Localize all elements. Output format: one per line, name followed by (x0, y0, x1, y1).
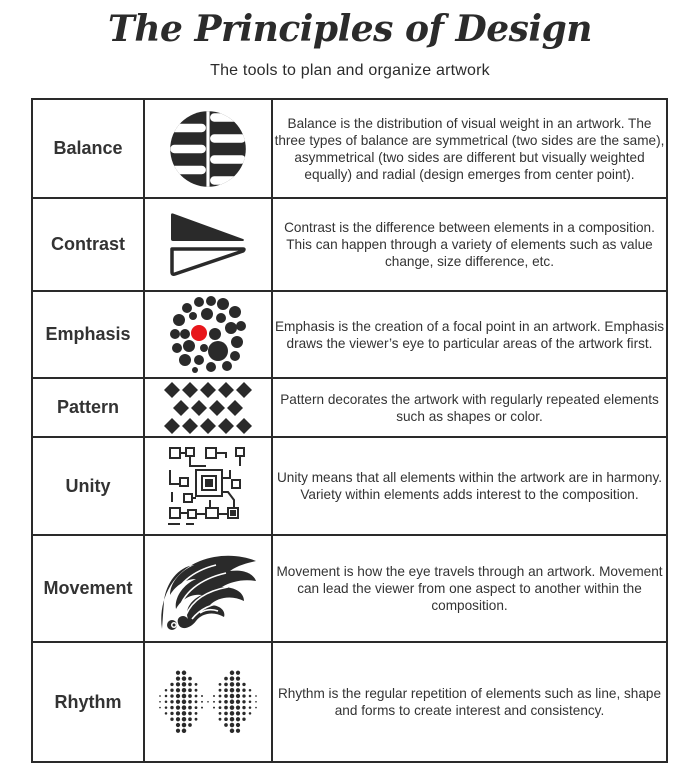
pattern-diamond (191, 400, 207, 416)
rhythm-dot (219, 700, 222, 703)
pattern-diamond (200, 382, 216, 398)
rhythm-dot (219, 706, 222, 709)
rhythm-dot (176, 705, 180, 709)
principle-description: Emphasis is the creation of a focal point in an artwork. Emphasis draws the viewer’s eye to particular areas of the artwork first. (272, 291, 667, 378)
rhythm-dot (188, 694, 192, 698)
principle-description: Pattern decorates the artwork with regularly repeated elements such as shapes or color. (272, 378, 667, 437)
rhythm-dot (195, 712, 198, 715)
rhythm-dot (182, 671, 187, 676)
rhythm-dot (224, 694, 228, 698)
principles-table (31, 98, 668, 763)
rhythm-dot (165, 695, 168, 698)
rhythm-dot (230, 717, 235, 722)
rhythm-dot (176, 723, 180, 727)
rhythm-dot (236, 694, 240, 698)
rhythm-dot (242, 718, 245, 721)
principle-name: Movement (32, 535, 144, 642)
rhythm-dot (224, 677, 228, 681)
rhythm-dot (224, 706, 228, 710)
rhythm-dot (242, 694, 245, 697)
rhythm-dot (236, 729, 240, 733)
rhythm-dot (224, 717, 228, 721)
rhythm-dot (236, 723, 240, 727)
pattern-diamond (164, 418, 180, 434)
rhythm-dot (182, 682, 187, 687)
rhythm-dot (230, 682, 235, 687)
rhythm-dot (159, 695, 161, 697)
rhythm-dot (182, 717, 187, 722)
principle-name: Unity (32, 437, 144, 535)
rhythm-dot (236, 711, 240, 715)
principle-name: Balance (32, 99, 144, 198)
rhythm-dot (170, 706, 173, 709)
rhythm-dot (195, 706, 198, 709)
table-row (32, 642, 667, 762)
emphasis-icon (167, 294, 249, 376)
pattern-icon (162, 381, 254, 435)
balance-icon (166, 107, 250, 191)
rhythm-dot (201, 695, 203, 697)
rhythm-dot (213, 707, 215, 709)
pattern-diamond (173, 400, 189, 416)
rhythm-dot (230, 676, 235, 681)
rhythm-dot (230, 729, 235, 734)
table-row (32, 437, 667, 535)
unity-icon (166, 444, 250, 528)
rhythm-dot (176, 717, 180, 721)
rhythm-dot (176, 694, 180, 698)
rhythm-dot (182, 694, 187, 699)
rhythm-dot (236, 717, 240, 721)
rhythm-dot (230, 688, 235, 693)
rhythm-dot (230, 723, 235, 728)
rhythm-dot (224, 683, 228, 687)
rhythm-dot (170, 683, 173, 686)
pattern-diamond (182, 382, 198, 398)
rhythm-dot (236, 700, 240, 704)
rhythm-dot (219, 712, 222, 715)
rhythm-dot (182, 705, 187, 710)
page-title: The Principles of Design (108, 8, 592, 50)
rhythm-dot (249, 701, 252, 704)
rhythm-dot (249, 689, 252, 692)
rhythm-dot (242, 712, 245, 715)
rhythm-dot (242, 689, 245, 692)
rhythm-dot (249, 695, 252, 698)
rhythm-dot (219, 718, 222, 721)
pattern-diamond (236, 382, 252, 398)
rhythm-dot (170, 718, 173, 721)
principle-name: Pattern (32, 378, 144, 437)
rhythm-dot (219, 689, 222, 692)
rhythm-dot (195, 718, 198, 721)
rhythm-dot (213, 701, 215, 703)
principle-description: Balance is the distribution of visual weight in an artwork. The three types of balance are symmetrical (two sides are the same), asymmetrical (two sides are different but visually weighted equally) and radial (design emerges from center point). (272, 99, 667, 198)
page-subtitle: The tools to plan and organize artwork (210, 62, 490, 79)
rhythm-dot (236, 671, 240, 675)
rhythm-dot (230, 671, 235, 676)
principle-name: Contrast (32, 198, 144, 291)
rhythm-dot (182, 688, 187, 693)
rhythm-dot (195, 689, 198, 692)
rhythm-dot (224, 688, 228, 692)
rhythm-dot (219, 683, 222, 686)
rhythm-dot (176, 676, 180, 680)
rhythm-dot (182, 729, 187, 734)
rhythm-dot (165, 701, 168, 704)
rhythm-dot (230, 694, 235, 699)
principle-description: Contrast is the difference between elements in a composition. This can happen through a variety of elements such as value change, size difference, etc. (272, 198, 667, 291)
rhythm-dot (176, 711, 180, 715)
rhythm-dot (236, 705, 240, 709)
rhythm-dot (159, 701, 161, 703)
rhythm-dot (242, 706, 245, 709)
rhythm-dot (242, 700, 245, 703)
pattern-diamond (218, 418, 234, 434)
rhythm-dot (182, 700, 187, 705)
rhythm-dot (176, 700, 180, 704)
rhythm-dot (188, 688, 192, 692)
rhythm-dot (165, 706, 168, 709)
rhythm-dot (201, 701, 203, 703)
rhythm-dot (188, 717, 192, 721)
rhythm-dot (224, 700, 228, 704)
rhythm-dot (170, 694, 173, 697)
rhythm-dot (224, 712, 228, 716)
pattern-diamond (182, 418, 198, 434)
table-row (32, 99, 667, 198)
table-row (32, 198, 667, 291)
table-row (32, 535, 667, 642)
rhythm-dot (230, 711, 235, 716)
rhythm-dot (213, 695, 215, 697)
principle-description: Movement is how the eye travels through an artwork. Movement can lead the viewer from one aspect to another within the composition. (272, 535, 667, 642)
rhythm-dot (249, 706, 252, 709)
pattern-diamond (236, 418, 252, 434)
rhythm-dot (188, 723, 192, 727)
rhythm-dot (236, 676, 240, 680)
pattern-diamond (164, 382, 180, 398)
principle-name: Rhythm (32, 642, 144, 762)
principle-description: Unity means that all elements within the artwork are in harmony. Variety within elements adds interest to the composition. (272, 437, 667, 535)
rhythm-dot (236, 688, 240, 692)
rhythm-dot (188, 712, 192, 716)
rhythm-dot (230, 700, 235, 705)
rhythm-dot (170, 700, 173, 703)
rhythm-dot (188, 683, 192, 687)
pattern-diamond (200, 418, 216, 434)
rhythm-dot (249, 712, 252, 715)
rhythm-dot (207, 701, 209, 703)
table-row (32, 378, 667, 437)
rhythm-dot (188, 700, 192, 704)
rhythm-dot (255, 701, 257, 703)
pattern-diamond (218, 382, 234, 398)
rhythm-dot (176, 688, 180, 692)
rhythm-dot (165, 689, 168, 692)
pattern-diamond (227, 400, 243, 416)
rhythm-dot (242, 683, 245, 686)
rhythm-dot (255, 707, 257, 709)
rhythm-dot (182, 711, 187, 716)
principle-description: Rhythm is the regular repetition of elements such as line, shape and forms to create interest and consistency. (272, 642, 667, 762)
rhythm-dot (176, 682, 180, 686)
table-row (32, 291, 667, 378)
rhythm-dot (176, 729, 180, 733)
rhythm-dot (255, 695, 257, 697)
rhythm-dot (182, 723, 187, 728)
rhythm-dot (170, 712, 173, 715)
pattern-diamond (209, 400, 225, 416)
rhythm-dot (170, 689, 173, 692)
rhythm-dot (236, 682, 240, 686)
rhythm-dot (224, 723, 228, 727)
rhythm-dot (182, 676, 187, 681)
rhythm-dot (201, 707, 203, 709)
rhythm-dot (195, 700, 198, 703)
rhythm-dot (230, 705, 235, 710)
contrast-icon (167, 211, 249, 279)
rhythm-dot (195, 695, 198, 698)
rhythm-dot (188, 677, 192, 681)
rhythm-dot (176, 671, 180, 675)
rhythm-dot (188, 706, 192, 710)
rhythm-icon (158, 663, 258, 741)
rhythm-dot (219, 695, 222, 698)
rhythm-dot (195, 683, 198, 686)
movement-icon (156, 543, 260, 635)
principle-name: Emphasis (32, 291, 144, 378)
rhythm-dot (159, 707, 161, 709)
rhythm-dot (165, 712, 168, 715)
